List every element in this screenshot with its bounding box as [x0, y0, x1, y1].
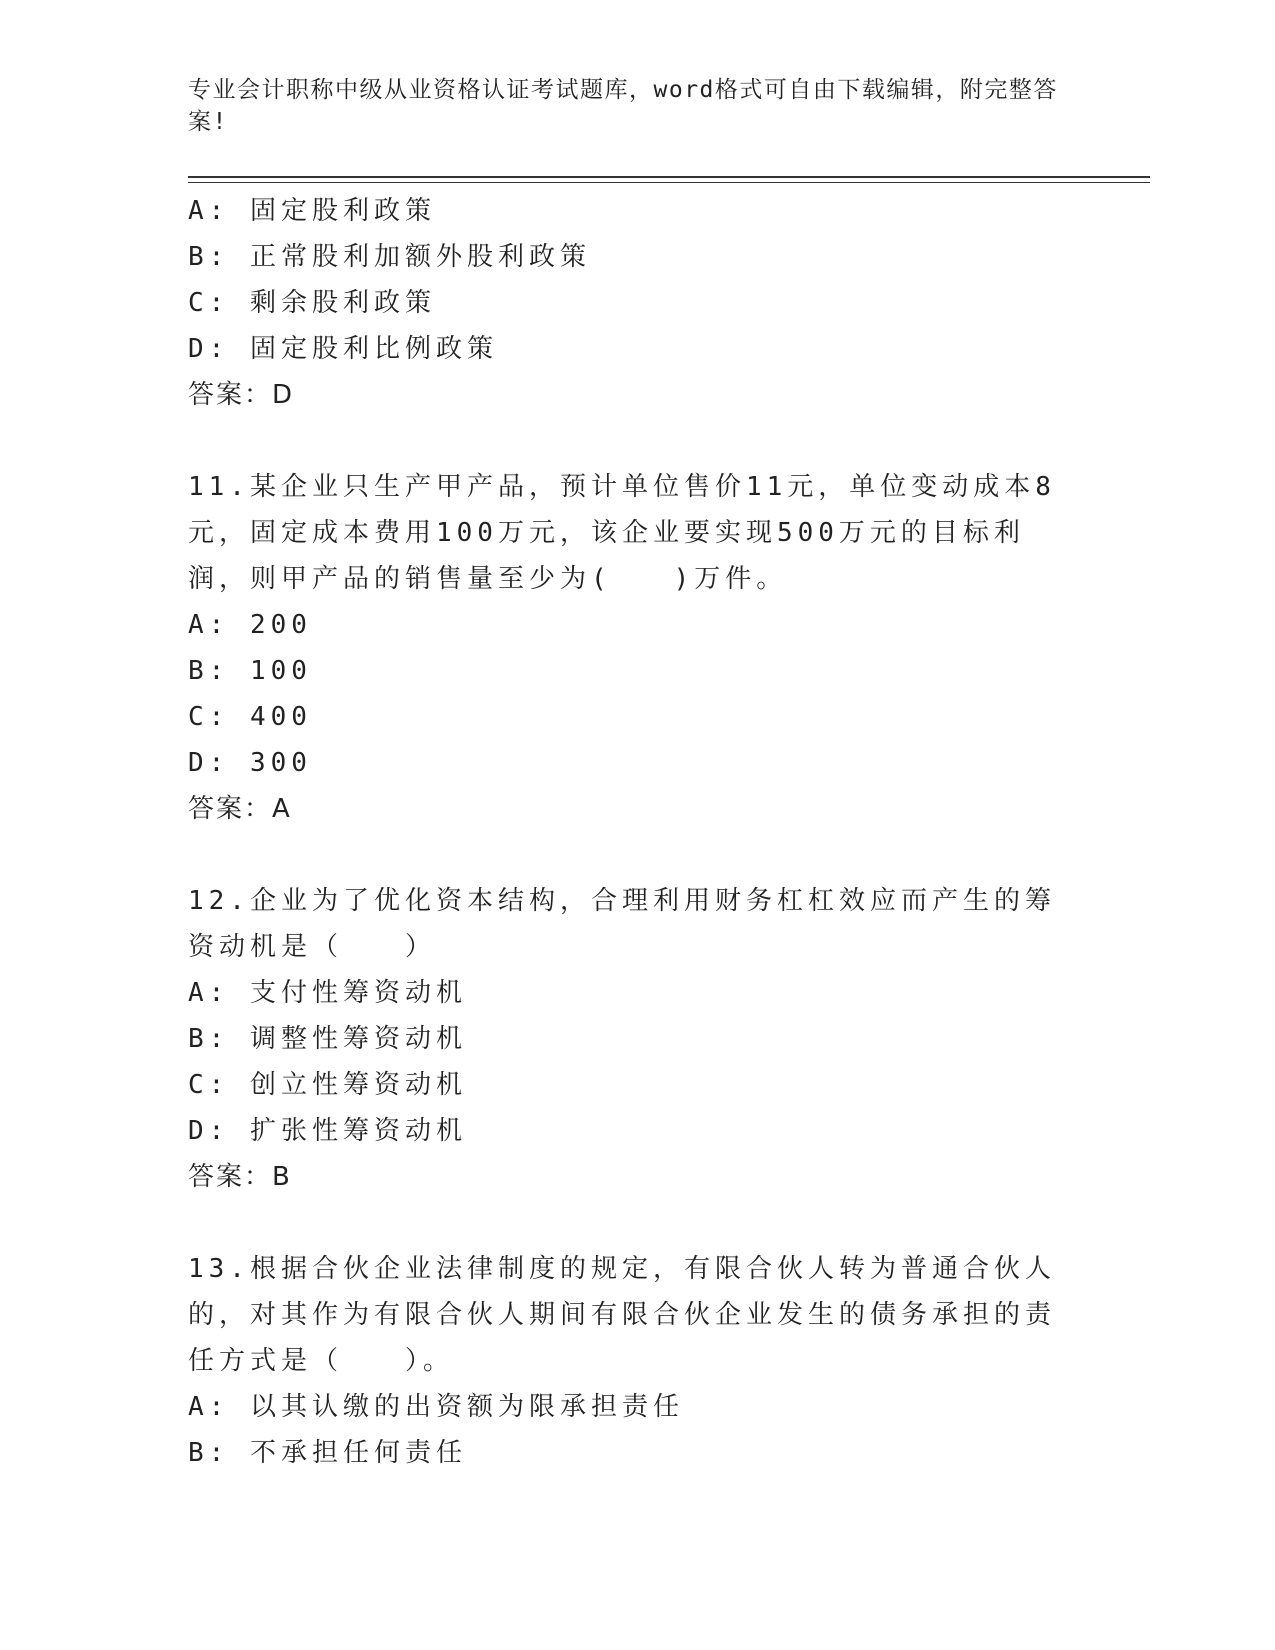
- option-a: A: 固定股利政策: [188, 196, 436, 226]
- document-body: [188, 188, 1068, 1476]
- option-b: B: 正常股利加额外股利政策: [188, 242, 591, 272]
- option-c: C: 创立性筹资动机: [188, 1070, 467, 1100]
- option-d: D: 固定股利比例政策: [188, 334, 498, 364]
- answer-line: 答案：A: [188, 794, 292, 824]
- question-text: 11.某企业只生产甲产品，预计单位售价11元，单位变动成本8元，固定成本费用100万元，该企业要实现500万元的目标利润，则甲产品的销售量至少为( )万件。: [188, 472, 1056, 594]
- option-c: C: 400: [188, 702, 312, 732]
- answer-line: 答案：D: [188, 380, 295, 410]
- page-header-text: 专业会计职称中级从业资格认证考试题库，word格式可自由下载编辑，附完整答案!: [188, 77, 1058, 135]
- question-text: 12.企业为了优化资本结构，合理利用财务杠杠效应而产生的筹资动机是（ ）: [188, 886, 1056, 962]
- question-block-12: [188, 878, 1068, 1200]
- option-b: B: 不承担任何责任: [188, 1438, 467, 1468]
- option-d: D: 扩张性筹资动机: [188, 1116, 467, 1146]
- answer-line: 答案：B: [188, 1162, 292, 1192]
- question-block-13: [188, 1246, 1068, 1476]
- question-block-prev: [188, 188, 1068, 418]
- option-b: B: 100: [188, 656, 312, 686]
- header-divider-thin: [188, 182, 1150, 183]
- option-b: B: 调整性筹资动机: [188, 1024, 467, 1054]
- question-block-11: [188, 464, 1068, 832]
- option-a: A: 200: [188, 610, 312, 640]
- option-a: A: 支付性筹资动机: [188, 978, 467, 1008]
- option-d: D: 300: [188, 748, 312, 778]
- header-divider-thick: [188, 176, 1150, 178]
- question-text: 13.根据合伙企业法律制度的规定，有限合伙人转为普通合伙人的，对其作为有限合伙人期间有限合伙企业发生的债务承担的责任方式是（ ）。: [188, 1254, 1057, 1376]
- option-a: A: 以其认缴的出资额为限承担责任: [188, 1392, 684, 1422]
- option-c: C: 剩余股利政策: [188, 288, 436, 318]
